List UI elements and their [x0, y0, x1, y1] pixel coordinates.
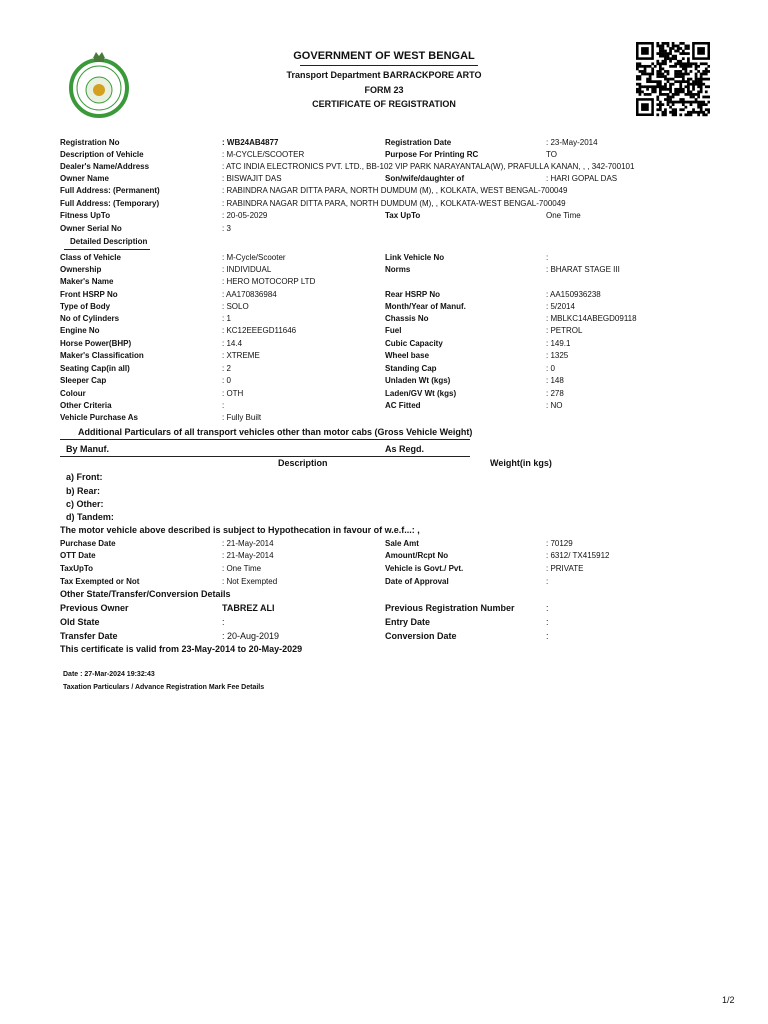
- additional-heading: Additional Particulars of all transport vehicles other than motor cabs (Gross Vehicle Weight): [78, 427, 473, 437]
- dealer-label: Dealer's Name/Address: [60, 162, 150, 171]
- transfer-heading: Other State/Transfer/Conversion Details: [60, 589, 231, 599]
- owner-value: : BISWAJIT DAS: [222, 174, 282, 183]
- chassis-value: : MBLKC14ABEGD09118: [546, 314, 637, 323]
- perm-address-label: Full Address: (Permanent): [60, 186, 160, 195]
- front-weight-label: a) Front:: [66, 472, 103, 482]
- rear-hsrp-value: : AA150936238: [546, 290, 601, 299]
- standing-label: Standing Cap: [385, 364, 437, 373]
- chassis-label: Chassis No: [385, 314, 429, 323]
- certificate-title: CERTIFICATE OF REGISTRATION: [312, 99, 456, 109]
- cylinders-value: : 1: [222, 314, 231, 323]
- form-number: FORM 23: [364, 85, 404, 95]
- manuf-month-value: : 5/2014: [546, 302, 575, 311]
- perm-address-value: : RABINDRA NAGAR DITTA PARA, NORTH DUMDUM (M), , KOLKATA, WEST BENGAL-700049: [222, 186, 568, 195]
- body-label: Type of Body: [60, 302, 111, 311]
- colour-label: Colour: [60, 389, 86, 398]
- cylinders-label: No of Cylinders: [60, 314, 120, 323]
- temp-address-value: : RABINDRA NAGAR DITTA PARA, NORTH DUMDUM (M), , KOLKATA-WEST BENGAL-700049: [222, 199, 566, 208]
- class-label: Class of Vehicle: [60, 253, 121, 262]
- detailed-description-heading: Detailed Description: [70, 237, 148, 246]
- engine-value: : KC12EEEGD11646: [222, 326, 297, 335]
- purchase-as-value: : Fully Built: [222, 413, 262, 422]
- conversion-date-label: Conversion Date: [385, 631, 457, 641]
- purpose-label: Purpose For Printing RC: [385, 150, 479, 159]
- owner-serial-value: : 3: [222, 224, 231, 233]
- ott-date-label: OTT Date: [60, 551, 96, 560]
- temp-address-label: Full Address: (Temporary): [60, 199, 160, 208]
- govt-pvt-value: : PRIVATE: [546, 564, 584, 573]
- ownership-label: Ownership: [60, 265, 102, 274]
- other-criteria-value: :: [222, 401, 225, 410]
- reg-date-value: : 23-May-2014: [546, 138, 598, 147]
- prev-reg-label: Previous Registration Number: [385, 603, 515, 613]
- page-title: GOVERNMENT OF WEST BENGAL: [293, 50, 475, 62]
- taxupto-value: : One Time: [222, 564, 262, 573]
- son-label: Son/wife/daughter of: [385, 174, 465, 183]
- engine-label: Engine No: [60, 326, 100, 335]
- fuel-value: : PETROL: [546, 326, 583, 335]
- print-date: Date : 27-Mar-2024 19:32:43: [63, 671, 155, 678]
- hypothecation-text: The motor vehicle above described is subject to Hypothecation in favour of w.e.f...: ,: [60, 525, 420, 535]
- cubic-capacity-label: Cubic Capacity: [385, 339, 443, 348]
- by-manuf-label: By Manuf.: [66, 444, 110, 454]
- prev-owner-label: Previous Owner: [60, 603, 129, 613]
- wheel-base-label: Wheel base: [385, 351, 430, 360]
- manuf-month-label: Month/Year of Manuf.: [385, 302, 466, 311]
- seating-label: Seating Cap(in all): [60, 364, 130, 373]
- description-column-label: Description: [278, 458, 328, 468]
- page-number: 1/2: [722, 995, 735, 1005]
- purchase-date-value: : 21-May-2014: [222, 539, 274, 548]
- conversion-date-value: :: [546, 631, 549, 641]
- desc-value: : M-CYCLE/SCOOTER: [222, 150, 305, 159]
- horse-power-label: Horse Power(BHP): [60, 339, 132, 348]
- transfer-date-label: Transfer Date: [60, 631, 118, 641]
- amount-label: Amount/Rcpt No: [385, 551, 449, 560]
- sleeper-label: Sleeper Cap: [60, 376, 107, 385]
- unladen-value: : 148: [546, 376, 564, 385]
- sale-amt-label: Sale Amt: [385, 539, 419, 548]
- laden-label: Laden/GV Wt (kgs): [385, 389, 457, 398]
- seating-value: : 2: [222, 364, 231, 373]
- norms-value: : BHARAT STAGE III: [546, 265, 620, 274]
- son-value: : HARI GOPAL DAS: [546, 174, 618, 183]
- weight-column-label: Weight(in kgs): [490, 458, 552, 468]
- heading-underline: [64, 249, 150, 250]
- approval-date-value: :: [546, 577, 549, 586]
- front-hsrp-value: : AA170836984: [222, 290, 277, 299]
- columns-underline: [60, 456, 470, 457]
- title-underline: [300, 65, 478, 66]
- maker-label: Maker's Name: [60, 277, 114, 286]
- reg-date-label: Registration Date: [385, 138, 452, 147]
- maker-value: : HERO MOTOCORP LTD: [222, 277, 316, 286]
- unladen-label: Unladen Wt (kgs): [385, 376, 451, 385]
- department-title: Transport Department BARRACKPORE ARTO: [286, 70, 482, 80]
- maker-class-label: Maker's Classification: [60, 351, 144, 360]
- fitness-label: Fitness UpTo: [60, 211, 111, 220]
- horse-power-value: : 14.4: [222, 339, 243, 348]
- sale-amt-value: : 70129: [546, 539, 573, 548]
- tandem-weight-label: d) Tandem:: [66, 512, 114, 522]
- govt-pvt-label: Vehicle is Govt./ Pvt.: [385, 564, 464, 573]
- tax-exempted-label: Tax Exempted or Not: [60, 577, 140, 586]
- taxupto-label: TaxUpTo: [60, 564, 94, 573]
- maker-class-value: : XTREME: [222, 351, 260, 360]
- link-value: :: [546, 253, 549, 262]
- front-hsrp-label: Front HSRP No: [60, 290, 118, 299]
- entry-date-label: Entry Date: [385, 617, 431, 627]
- reg-no-value: : WB24AB4877: [222, 138, 279, 147]
- owner-label: Owner Name: [60, 174, 109, 183]
- link-label: Link Vehicle No: [385, 253, 445, 262]
- prev-reg-value: :: [546, 603, 549, 613]
- taxation-heading: Taxation Particulars / Advance Registration Mark Fee Details: [63, 684, 265, 691]
- validity-text: This certificate is valid from 23-May-2014 to 20-May-2029: [60, 644, 303, 654]
- old-state-value: :: [222, 617, 225, 627]
- ownership-value: : INDIVIDUAL: [222, 265, 272, 274]
- approval-date-label: Date of Approval: [385, 577, 449, 586]
- fuel-label: Fuel: [385, 326, 402, 335]
- ott-date-value: : 21-May-2014: [222, 551, 274, 560]
- ac-value: : NO: [546, 401, 563, 410]
- norms-label: Norms: [385, 265, 411, 274]
- old-state-label: Old State: [60, 617, 100, 627]
- colour-value: : OTH: [222, 389, 244, 398]
- rear-weight-label: b) Rear:: [66, 486, 101, 496]
- fitness-value: : 20-05-2029: [222, 211, 268, 220]
- ac-label: AC Fitted: [385, 401, 421, 410]
- entry-date-value: :: [546, 617, 549, 627]
- standing-value: : 0: [546, 364, 555, 373]
- other-weight-label: c) Other:: [66, 499, 104, 509]
- transfer-date-value: : 20-Aug-2019: [222, 631, 280, 641]
- other-criteria-label: Other Criteria: [60, 401, 112, 410]
- wheel-base-value: : 1325: [546, 351, 569, 360]
- desc-label: Description of Vehicle: [60, 150, 144, 159]
- purchase-as-label: Vehicle Purchase As: [60, 413, 138, 422]
- additional-underline: [60, 439, 470, 440]
- as-regd-label: As Regd.: [385, 444, 425, 454]
- purchase-date-label: Purchase Date: [60, 539, 116, 548]
- sleeper-value: : 0: [222, 376, 231, 385]
- amount-value: : 6312/ TX415912: [546, 551, 610, 560]
- owner-serial-label: Owner Serial No: [60, 224, 122, 233]
- tax-label: Tax UpTo: [385, 211, 421, 220]
- dealer-value: : ATC INDIA ELECTRONICS PVT. LTD., BB-102 VIP PARK NARAYANTALA(W), PRAFULLA KANAN, , , 342-700101: [222, 162, 635, 171]
- laden-value: : 278: [546, 389, 564, 398]
- class-value: : M-Cycle/Scooter: [222, 253, 286, 262]
- cubic-capacity-value: : 149.1: [546, 339, 571, 348]
- prev-owner-value: TABREZ ALI: [222, 603, 275, 613]
- purpose-value: TO: [546, 150, 557, 159]
- reg-no-label: Registration No: [60, 138, 120, 147]
- body-value: : SOLO: [222, 302, 249, 311]
- tax-exempted-value: : Not Exempted: [222, 577, 278, 586]
- tax-value: One Time: [546, 211, 581, 220]
- rear-hsrp-label: Rear HSRP No: [385, 290, 440, 299]
